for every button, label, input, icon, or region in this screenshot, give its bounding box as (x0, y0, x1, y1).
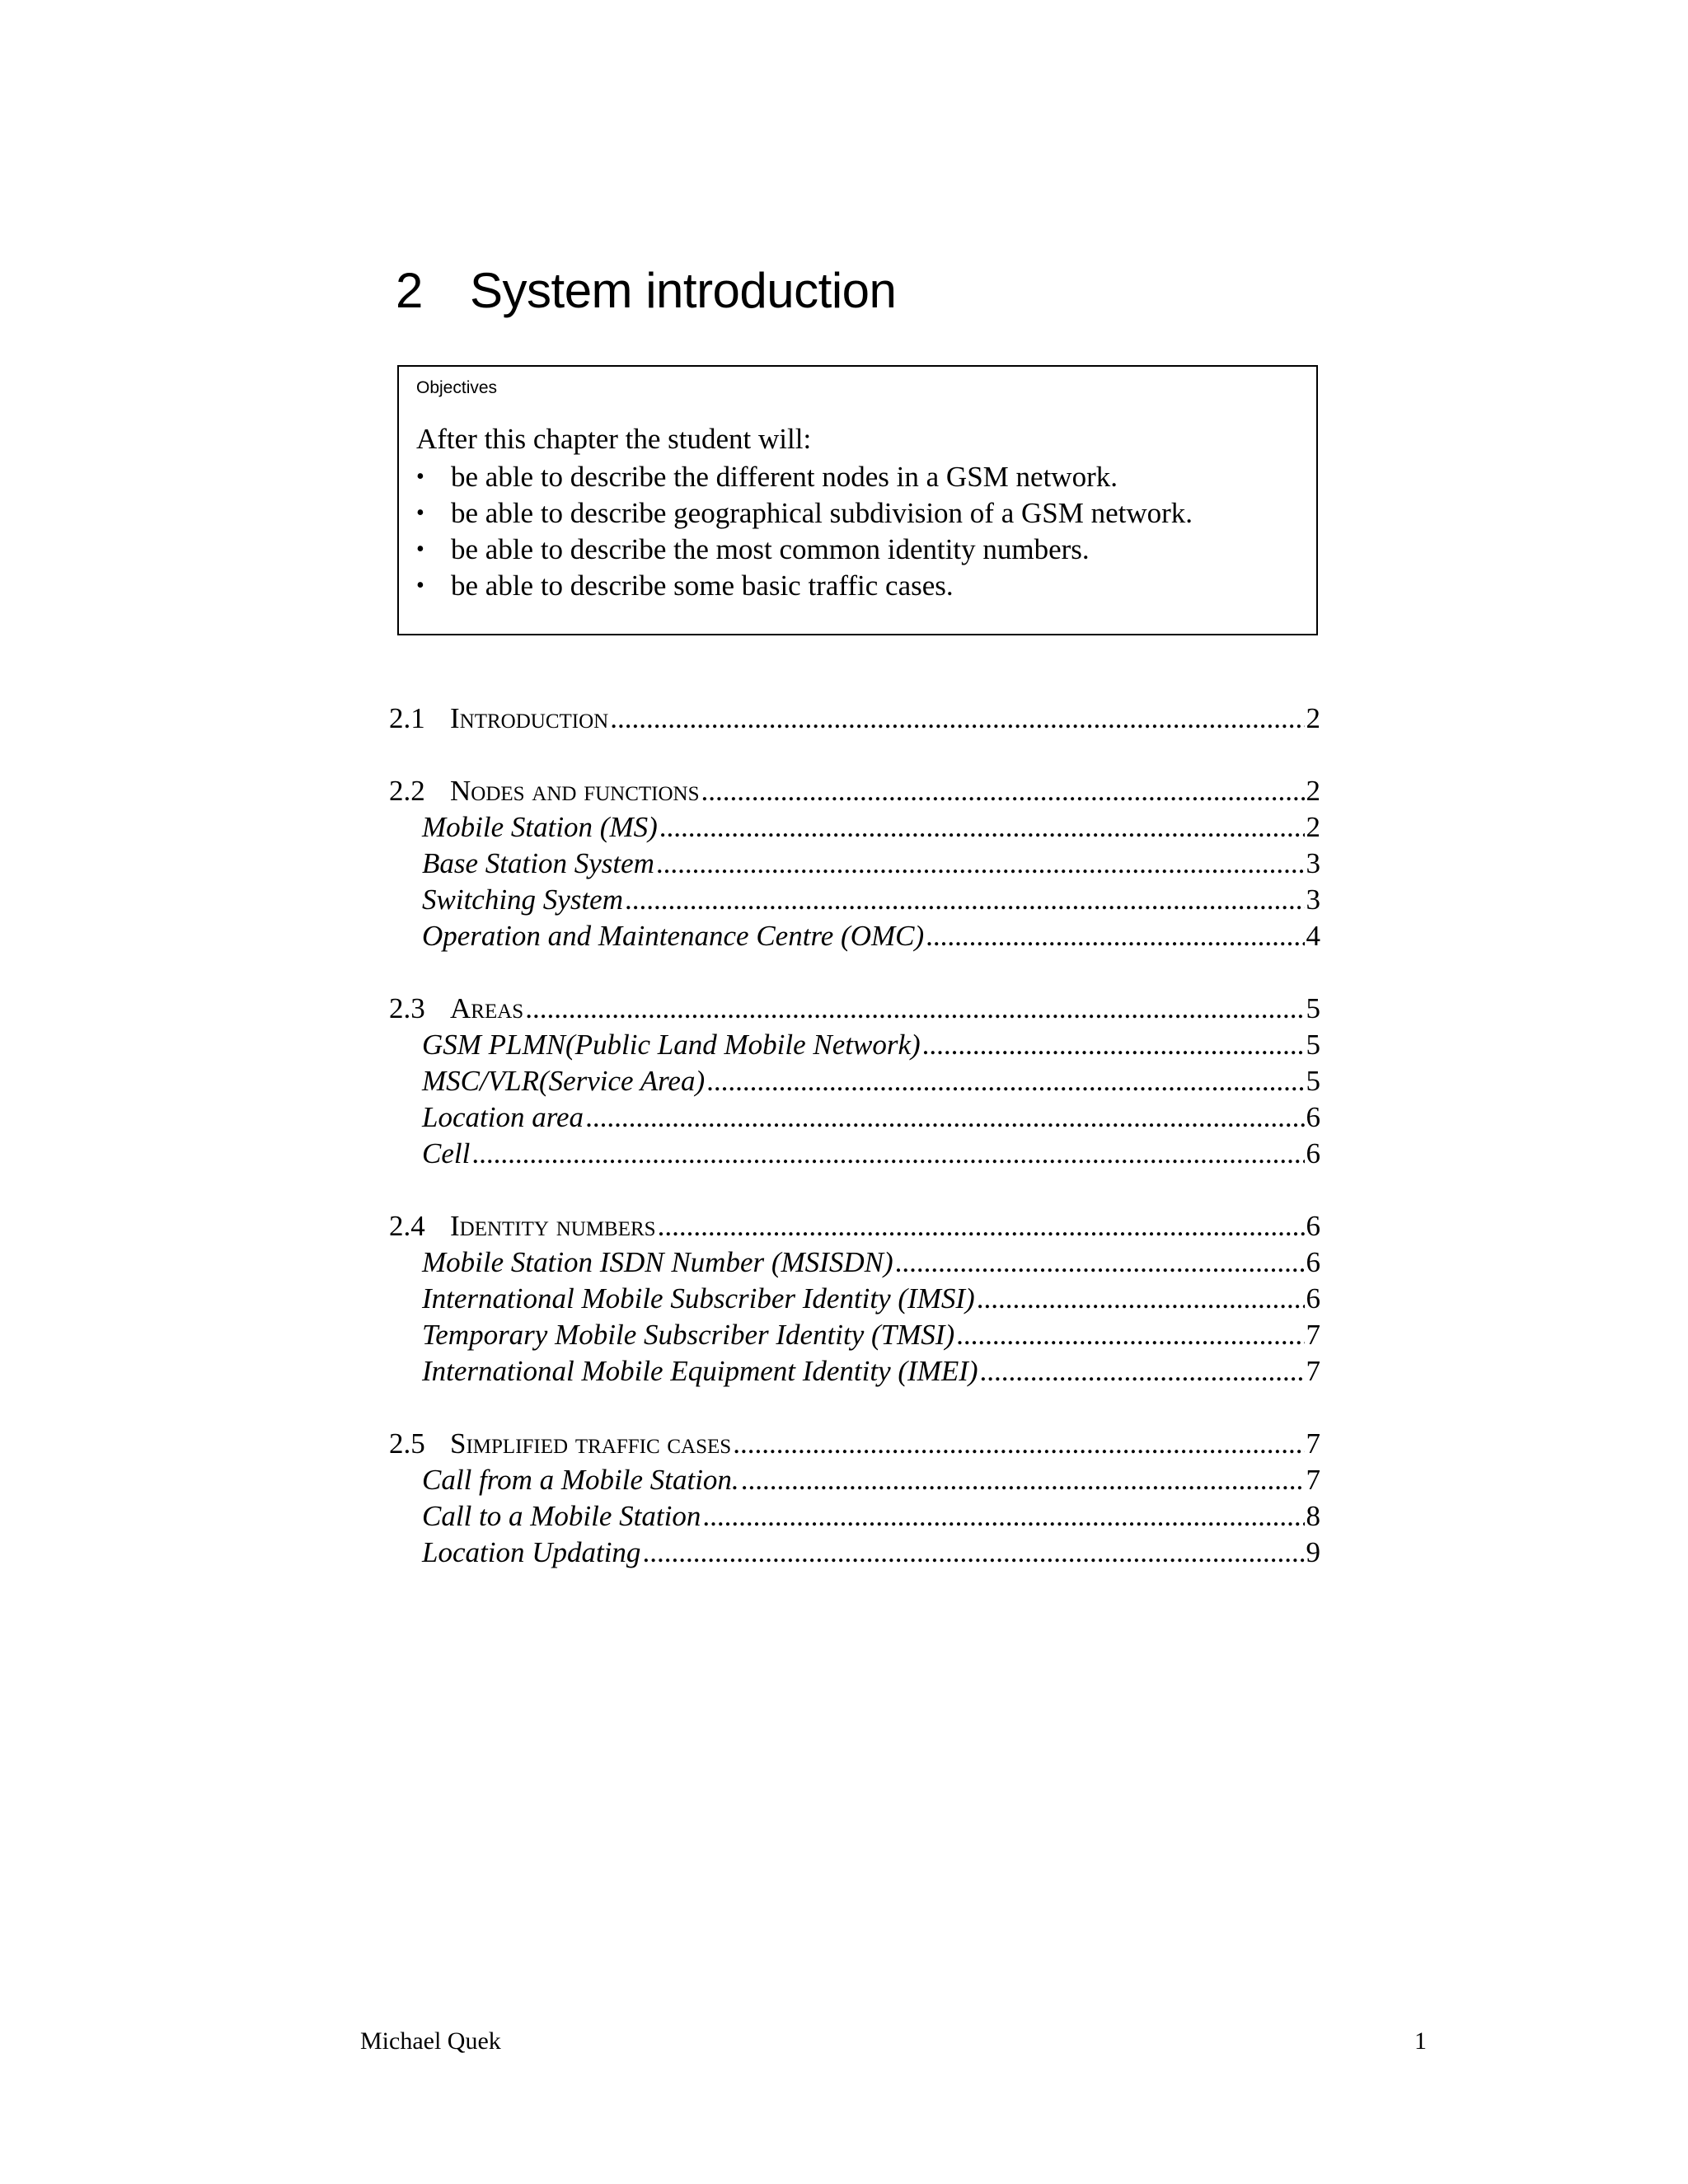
bullet-icon: • (416, 464, 424, 490)
toc-subentry[interactable]: GSM PLMN(Public Land Mobile Network) ..... 5 (389, 1027, 1320, 1063)
toc-subentry[interactable]: International Mobile Equipment Identity (IMEI) ..... 7 (389, 1353, 1320, 1390)
bullet-icon: • (416, 500, 424, 526)
toc-section (389, 1208, 1320, 1390)
objectives-label: Objectives (416, 378, 498, 397)
toc-section (389, 701, 1320, 737)
toc-section (389, 1426, 1320, 1571)
toc-subentry[interactable]: Location Updating ..... 9 (389, 1535, 1320, 1571)
objectives-intro: After this chapter the student will: (416, 423, 812, 455)
toc-entry[interactable]: 2.3 Areas ..... 5 (389, 991, 1320, 1027)
chapter-title: System introduction (470, 263, 897, 319)
toc-subentry[interactable]: International Mobile Subscriber Identity (IMSI) ..... 6 (389, 1281, 1320, 1317)
objective-item: • be able to describe the most common identity numbers. (416, 532, 1193, 568)
chapter-heading (396, 262, 896, 319)
toc-subentry[interactable]: Temporary Mobile Subscriber Identity (TMSI) ..... 7 (389, 1317, 1320, 1353)
toc-subentry[interactable]: Location area ..... 6 (389, 1099, 1320, 1136)
toc-subentry[interactable]: Switching System ..... 3 (389, 882, 1320, 918)
toc-entry[interactable]: 2.5 Simplified traffic cases ..... 7 (389, 1426, 1320, 1462)
toc-subentry[interactable]: MSC/VLR(Service Area) ..... 5 (389, 1063, 1320, 1099)
chapter-number: 2 (396, 263, 423, 319)
toc-entry[interactable]: 2.4 Identity numbers ..... 6 (389, 1208, 1320, 1244)
toc-section (389, 773, 1320, 954)
toc-subentry[interactable]: Base Station System ..... 3 (389, 846, 1320, 882)
toc-subentry[interactable]: Mobile Station (MS) ..... 2 (389, 809, 1320, 846)
toc-subentry[interactable]: Call to a Mobile Station ..... 8 (389, 1498, 1320, 1535)
objective-item: • be able to describe geographical subdivision of a GSM network. (416, 495, 1193, 532)
bullet-icon: • (416, 573, 424, 598)
toc-subentry[interactable]: Mobile Station ISDN Number (MSISDN) ..... 6 (389, 1244, 1320, 1281)
toc-subentry[interactable]: Call from a Mobile Station. ..... 7 (389, 1462, 1320, 1498)
objective-item: • be able to describe some basic traffic cases. (416, 568, 1193, 604)
footer-page-number: 1 (1414, 2027, 1427, 2055)
toc-subentry[interactable]: Operation and Maintenance Centre (OMC) ..... 4 (389, 918, 1320, 954)
objectives-list (416, 459, 1193, 604)
toc-entry[interactable]: 2.2 Nodes and functions ..... 2 (389, 773, 1320, 809)
toc-entry[interactable]: 2.1 Introduction ..... 2 (389, 701, 1320, 737)
footer-author: Michael Quek (360, 2027, 501, 2055)
toc-section (389, 991, 1320, 1172)
objectives-box (397, 365, 1318, 635)
bullet-icon: • (416, 537, 424, 562)
toc-subentry[interactable]: Cell ..... 6 (389, 1136, 1320, 1172)
table-of-contents (389, 701, 1320, 1607)
objective-item: • be able to describe the different nodes in a GSM network. (416, 459, 1193, 495)
